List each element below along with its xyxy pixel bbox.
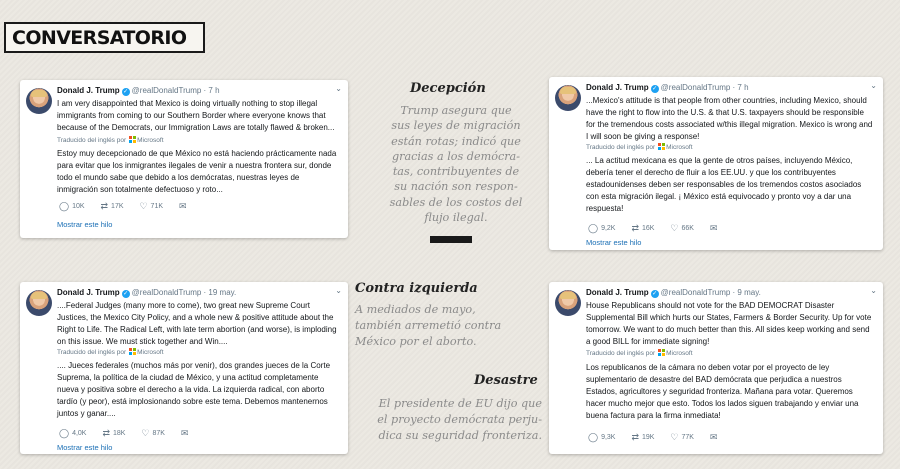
translation-label: Traducido del inglés por [586,350,656,357]
chevron-down-icon[interactable]: ⌄ [870,286,877,295]
decepcion-text: Trump asegura que sus leyes de migración están rotas; indicó que gracias a los demócra- tas, contribuyentes de su nación son respon- sables de los costos del flujo ilegal. [389,104,523,225]
translation-note [586,349,693,357]
translated-text: .... Jueces federales (muchos más por venir), dos grandes jueces de la Corte Suprema, la política de la ciudad de México, y una actitud completamente nueva y positiva sobre el derecho a la vida. La izquierda radical, con aborto tardío (y peor), está implosionando sobre este tema. Debemos mantenernos juntos y ganar.... [57,361,331,418]
translator-name: Microsoft [666,144,693,151]
tweet-actions [588,223,734,234]
reply-count: 4,0K [72,430,87,437]
author-handle[interactable]: @realDonaldTrump · 7 h [660,83,749,92]
tweet-header [586,83,869,93]
retweet-icon: ⇄ [631,223,639,233]
verified-icon: ✓ [123,89,129,95]
tweet-header [586,288,869,298]
avatar[interactable] [26,290,52,316]
retweet-icon: ⇄ [100,201,109,211]
microsoft-logo-icon [658,349,665,356]
microsoft-logo-icon [658,143,665,150]
like-button[interactable] [141,428,165,439]
author-name[interactable]: Donald J. Trump [57,86,120,95]
like-button[interactable] [670,223,694,234]
translation-note [586,143,693,151]
divider-bar [430,236,472,243]
retweet-button[interactable] [101,201,124,212]
chevron-down-icon[interactable]: ⌄ [335,286,342,295]
translation-note [57,348,164,356]
contra-izquierda-heading: Contra izquierda [355,281,478,296]
reply-button[interactable] [59,201,85,212]
show-thread-link[interactable]: Mostrar este hilo [57,443,113,452]
like-button[interactable] [139,201,163,212]
heart-icon: ♡ [139,201,148,211]
translated-text: ... La actitud mexicana es que la gente de otros países, incluyendo México, debería tener el derecho de fluir a los EE.UU. y que los contribuyentes estadounidenses deben ser responsables de los tremendos costos asociados con esta migración ilegal. ¡ México está equivocado y pronto voy a dar una respuesta! [586,156,862,213]
reply-count: 10K [72,203,85,210]
tweet-header [57,86,334,96]
verified-icon: ✓ [123,291,129,297]
avatar[interactable] [26,88,52,114]
avatar[interactable] [555,85,581,111]
like-count: 66K [681,225,694,232]
microsoft-logo-icon [129,136,136,143]
author-handle[interactable]: @realDonaldTrump · 19 may. [131,288,237,297]
message-button[interactable] [710,432,721,443]
reply-icon: ◯ [59,201,70,211]
chevron-down-icon[interactable]: ⌄ [870,81,877,90]
envelope-icon: ✉ [178,201,187,211]
tweet-card[interactable] [549,77,883,250]
tweet-text: House Republicans should not vote for the BAD DEMOCRAT Disaster Supplemental Bill which hurts our States, Farmers & Border Security. Up for vote tomorrow. We want to do much better than this. All sides keep working and send a good BILL for immediate signing! [586,301,872,346]
tweet-card[interactable] [20,80,348,238]
retweet-button[interactable] [631,432,654,443]
tweet-header [57,288,334,298]
translation-label: Traducido del inglés por [57,137,127,144]
reply-icon: ◯ [59,428,70,438]
translation-label: Traducido del inglés por [586,144,656,151]
decepcion-heading: Decepción [410,81,486,96]
desastre-heading: Desastre [474,373,538,388]
message-button[interactable] [710,223,721,234]
tweet-card[interactable] [549,282,883,454]
heart-icon: ♡ [141,428,150,438]
section-title: CONVERSATORIO [12,27,187,49]
envelope-icon: ✉ [709,432,718,442]
author-name[interactable]: Donald J. Trump [586,288,649,297]
translation-label: Traducido del inglés por [57,349,127,356]
section-header [4,22,205,53]
microsoft-logo-icon [129,348,136,355]
like-count: 87K [152,430,165,437]
tweet-card[interactable] [20,282,348,454]
tweet-text: ....Federal Judges (many more to come), two great new Supreme Court Justices, the Mexico City Policy, and a whole new & positive attitude about the Right to Life. The Radical Left, with late term abortion (and worse), is imploding on this issue. We must stick together and Win.... [57,301,337,346]
tweet-actions [59,201,204,212]
reply-button[interactable] [588,432,615,443]
tweet-actions [588,432,734,443]
translation-note [57,136,164,144]
message-button[interactable] [179,201,190,212]
heart-icon: ♡ [670,223,679,233]
heart-icon: ♡ [670,432,679,442]
translator-name: Microsoft [666,350,693,357]
show-thread-link[interactable]: Mostrar este hilo [586,238,642,247]
retweet-count: 19K [641,434,655,441]
chevron-down-icon[interactable]: ⌄ [335,84,342,93]
desastre-text: El presidente de EU dijo que el proyecto demócrata perju- dica su seguridad fronteriza. [377,397,542,442]
retweet-button[interactable] [102,428,125,439]
reply-icon: ◯ [588,432,599,442]
retweet-count: 16K [641,225,655,232]
translated-text: Los republicanos de la cámara no deben votar por el proyecto de ley suplementario de desastre del BAD demócrata que perjudica a nuestros Estados, agricultores y seguridad fronteriza. Mañana para votar. Queremos hacer mucho mejor que esto. Todos los lados siguen trabajando y enviar una buena factura para la firma inmediata! [586,363,859,420]
envelope-icon: ✉ [180,428,189,438]
retweet-button[interactable] [631,223,654,234]
like-count: 77K [681,434,694,441]
reply-button[interactable] [59,428,86,439]
reply-count: 9,2K [601,225,616,232]
translator-name: Microsoft [137,137,164,144]
contra-izquierda-text: A mediados de mayo, también arremetió contra México por el aborto. [355,303,502,348]
reply-count: 9,3K [601,434,616,441]
reply-button[interactable] [588,223,615,234]
tweet-actions [59,428,205,439]
author-name[interactable]: Donald J. Trump [586,83,649,92]
author-name[interactable]: Donald J. Trump [57,288,120,297]
retweet-icon: ⇄ [631,432,639,442]
envelope-icon: ✉ [709,223,718,233]
retweet-count: 17K [111,203,124,210]
retweet-count: 18K [112,430,126,437]
verified-icon: ✓ [652,86,658,92]
verified-icon: ✓ [652,291,658,297]
show-thread-link[interactable]: Mostrar este hilo [57,220,113,229]
avatar[interactable] [555,290,581,316]
author-handle[interactable]: @realDonaldTrump · 7 h [131,86,220,95]
author-handle[interactable]: @realDonaldTrump · 9 may. [660,288,761,297]
tweet-text: ...Mexico's attitude is that people from other countries, including Mexico, should have the right to flow into the U.S. & that U.S. taxpayers should be responsible for the tremendous costs associated w/this illegal migration. Mexico is wrong and I will soon be giving a response! [586,96,873,141]
tweet-text: I am very disappointed that Mexico is doing virtually nothing to stop illegal immigrants from coming to our Southern Border where everyone knows that because of the Democrats, our Immigration Laws are totally flawed & broken... [57,99,335,132]
translator-name: Microsoft [137,349,164,356]
message-button[interactable] [181,428,192,439]
translated-text: Estoy muy decepcionado de que México no está haciendo prácticamente nada para evitar que los inmigrantes ilegales de venir a nuestra frontera sur, donde todo el mundo sabe que debido a los demócratas, nuestras leyes de inmigración son totalmente defectuoso y roto... [57,149,337,194]
like-count: 71K [150,203,164,210]
like-button[interactable] [670,432,694,443]
reply-icon: ◯ [588,223,599,233]
retweet-icon: ⇄ [102,428,110,438]
